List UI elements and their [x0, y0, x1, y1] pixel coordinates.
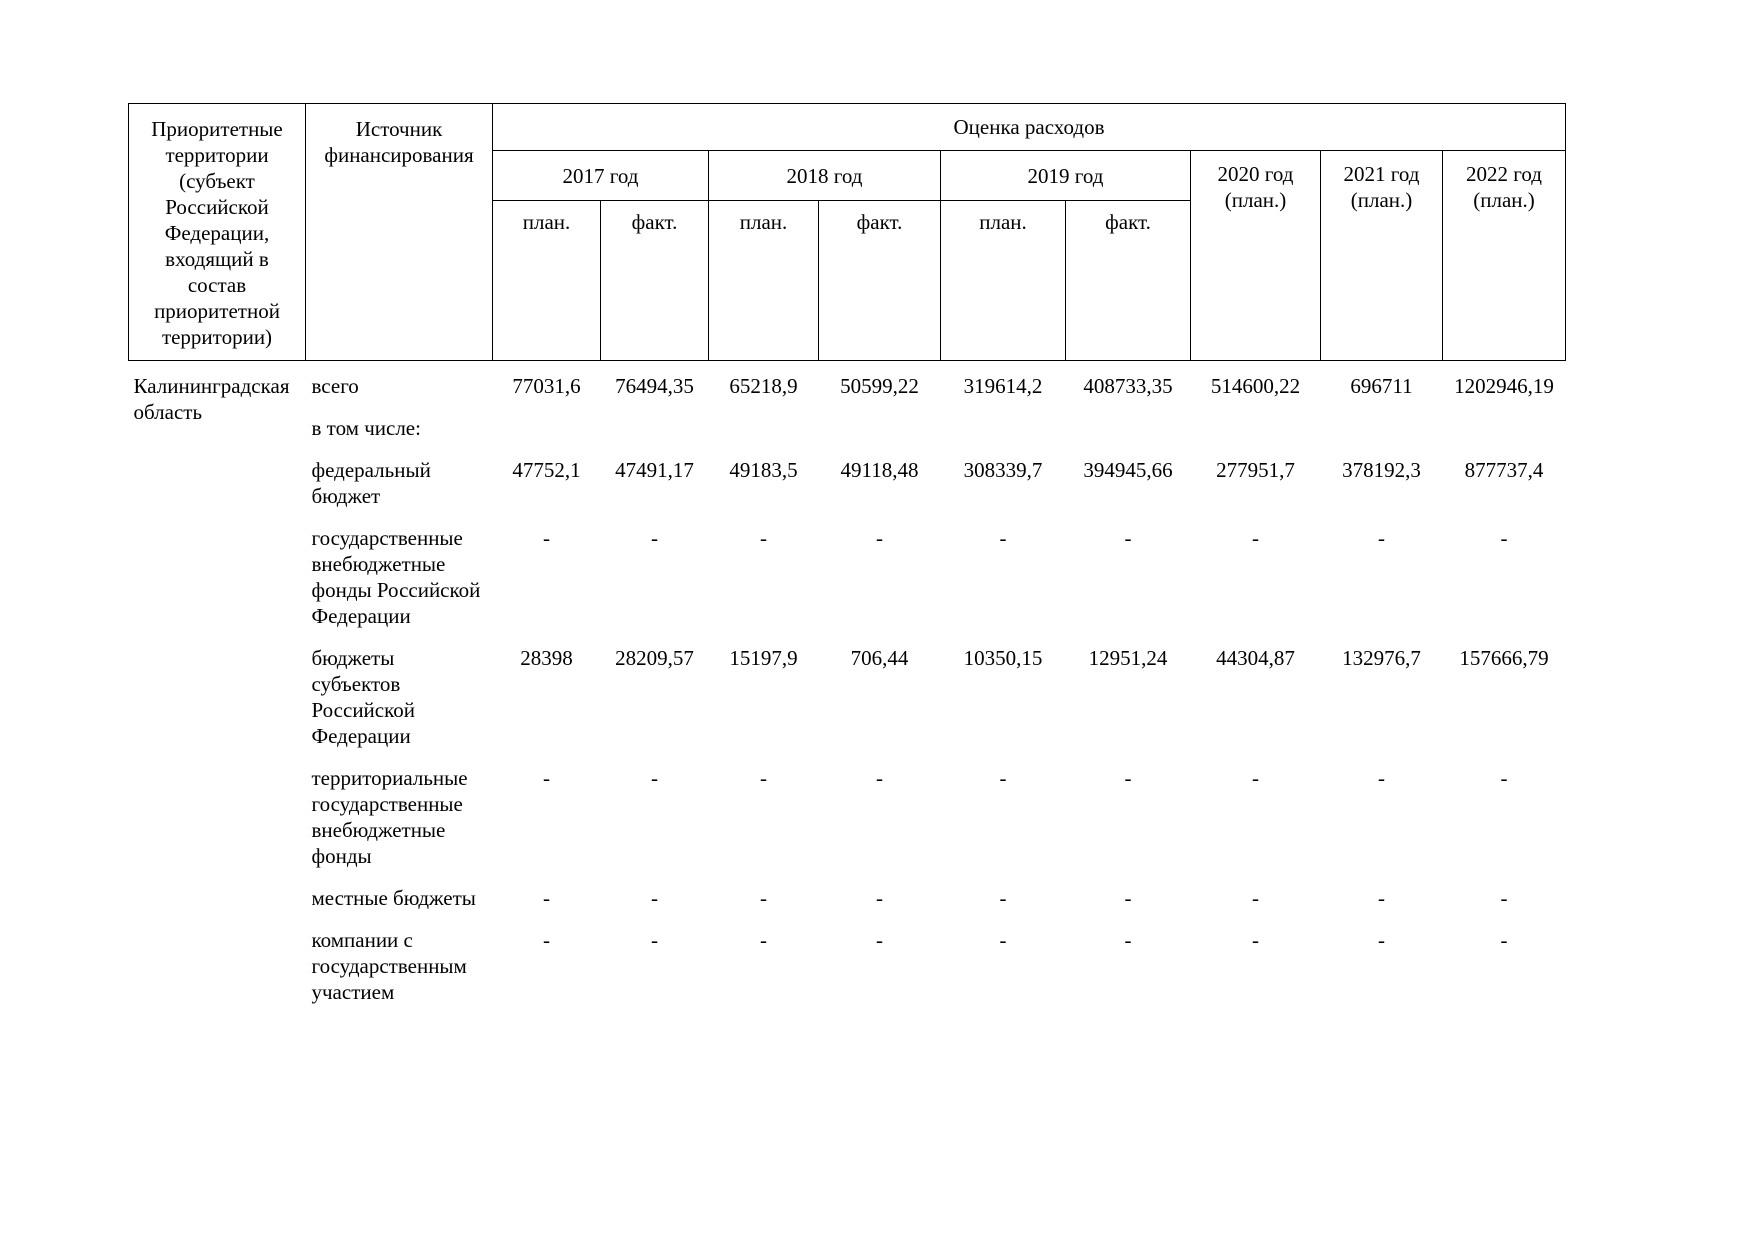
value-cell: 1202946,19	[1454, 374, 1554, 398]
table-row	[129, 457, 1566, 525]
value-cell: -	[1124, 526, 1132, 550]
value-cell: -	[760, 928, 767, 952]
table-row	[129, 525, 1566, 645]
value-cell: -	[1124, 928, 1132, 952]
value-cell: -	[760, 526, 767, 550]
value-cell: 47491,17	[615, 458, 694, 482]
value-cell: -	[999, 526, 1007, 550]
value-cell: -	[1500, 928, 1508, 952]
header-plan-2017: план.	[493, 201, 601, 361]
value-cell: -	[543, 766, 550, 790]
value-cell: 15197,9	[729, 646, 798, 670]
value-cell: 308339,7	[963, 458, 1043, 482]
header-fact-2018: факт.	[819, 201, 941, 361]
header-year-2020: 2020 год (план.)	[1191, 151, 1321, 361]
value-cell	[601, 415, 709, 457]
value-cell: -	[1378, 526, 1385, 550]
value-cell: -	[876, 766, 883, 790]
header-year-2018: 2018 год	[709, 151, 941, 201]
value-cell: -	[1252, 886, 1259, 910]
header-year-2017: 2017 год	[493, 151, 709, 201]
value-cell: -	[1252, 766, 1259, 790]
value-cell: -	[1500, 526, 1508, 550]
header-group-title: Оценка расходов	[493, 104, 1566, 151]
value-cell: -	[1252, 928, 1259, 952]
value-cell: -	[543, 886, 550, 910]
table-row	[129, 885, 1566, 927]
value-cell: 10350,15	[963, 646, 1043, 670]
value-cell: 514600,22	[1210, 374, 1301, 398]
value-cell: 12951,24	[1088, 646, 1168, 670]
table-row	[129, 765, 1566, 885]
value-cell: -	[1500, 886, 1508, 910]
value-cell	[1321, 415, 1443, 457]
table-row	[129, 927, 1566, 1021]
header-year-2022: 2022 год (план.)	[1443, 151, 1566, 361]
value-cell	[1066, 415, 1191, 457]
header-territory: Приоритетные территории (субъект Российской Федерации, входящий в состав приоритетной территории)	[129, 104, 306, 361]
value-cell: 877737,4	[1464, 458, 1544, 482]
territory-cell: Калининградская область	[133, 374, 290, 424]
table-body	[129, 361, 1566, 1022]
value-cell: -	[999, 886, 1007, 910]
value-cell: -	[543, 928, 550, 952]
value-cell	[1443, 415, 1566, 457]
value-cell: -	[651, 526, 658, 550]
value-cell: -	[1378, 928, 1385, 952]
value-cell	[819, 415, 941, 457]
value-cell: 44304,87	[1216, 646, 1295, 670]
value-cell: -	[1378, 766, 1385, 790]
value-cell: -	[999, 928, 1007, 952]
value-cell: 706,44	[850, 646, 909, 670]
value-cell: 65218,9	[729, 374, 798, 398]
value-cell: -	[760, 766, 767, 790]
value-cell: -	[876, 886, 883, 910]
value-cell: -	[1500, 766, 1508, 790]
value-cell	[709, 415, 819, 457]
value-cell	[941, 415, 1066, 457]
value-cell: 47752,1	[512, 458, 581, 482]
value-cell: -	[876, 928, 883, 952]
funding-source-cell: территориальные государственные внебюджетные фонды	[311, 766, 468, 868]
table-row	[129, 415, 1566, 457]
value-cell: -	[760, 886, 767, 910]
value-cell: 696711	[1350, 374, 1413, 398]
value-cell: -	[1252, 526, 1259, 550]
funding-source-cell: государственные внебюджетные фонды Российской Федерации	[311, 526, 481, 628]
header-plan-2019: план.	[941, 201, 1066, 361]
header-year-2019: 2019 год	[941, 151, 1191, 201]
table-header	[129, 104, 1566, 361]
value-cell: -	[543, 526, 550, 550]
value-cell: -	[651, 766, 658, 790]
value-cell	[1191, 415, 1321, 457]
value-cell: 157666,79	[1459, 646, 1549, 670]
value-cell: 77031,6	[512, 374, 581, 398]
value-cell: 76494,35	[615, 374, 694, 398]
table-row	[129, 361, 1566, 416]
value-cell: 378192,3	[1342, 458, 1421, 482]
header-plan-2018: план.	[709, 201, 819, 361]
value-cell: 394945,66	[1083, 458, 1173, 482]
value-cell: -	[1124, 886, 1132, 910]
funding-source-cell: в том числе:	[311, 416, 421, 440]
value-cell: -	[651, 928, 658, 952]
value-cell: 28209,57	[615, 646, 694, 670]
funding-source-cell: местные бюджеты	[311, 886, 476, 910]
header-fact-2017: факт.	[601, 201, 709, 361]
value-cell	[493, 415, 601, 457]
funding-source-cell: всего	[311, 374, 359, 398]
value-cell: -	[1378, 886, 1385, 910]
value-cell: 50599,22	[840, 374, 919, 398]
table-row	[129, 645, 1566, 765]
expenses-table	[128, 103, 1566, 1021]
value-cell: 132976,7	[1342, 646, 1421, 670]
value-cell: 28398	[520, 646, 573, 670]
value-cell: 49118,48	[840, 458, 919, 482]
value-cell: -	[651, 886, 658, 910]
value-cell: 319614,2	[963, 374, 1043, 398]
value-cell: -	[999, 766, 1007, 790]
value-cell: 49183,5	[729, 458, 798, 482]
value-cell: 277951,7	[1216, 458, 1295, 482]
funding-source-cell: федеральный бюджет	[311, 458, 431, 508]
header-source: Источник финансирования	[306, 104, 493, 361]
value-cell: 408733,35	[1083, 374, 1173, 398]
funding-source-cell: бюджеты субъектов Российской Федерации	[311, 646, 415, 748]
value-cell: -	[876, 526, 883, 550]
value-cell: -	[1124, 766, 1132, 790]
header-fact-2019: факт.	[1066, 201, 1191, 361]
header-year-2021: 2021 год (план.)	[1321, 151, 1443, 361]
funding-source-cell: компании с государственным участием	[311, 928, 467, 1004]
header-row-group	[129, 104, 1566, 151]
